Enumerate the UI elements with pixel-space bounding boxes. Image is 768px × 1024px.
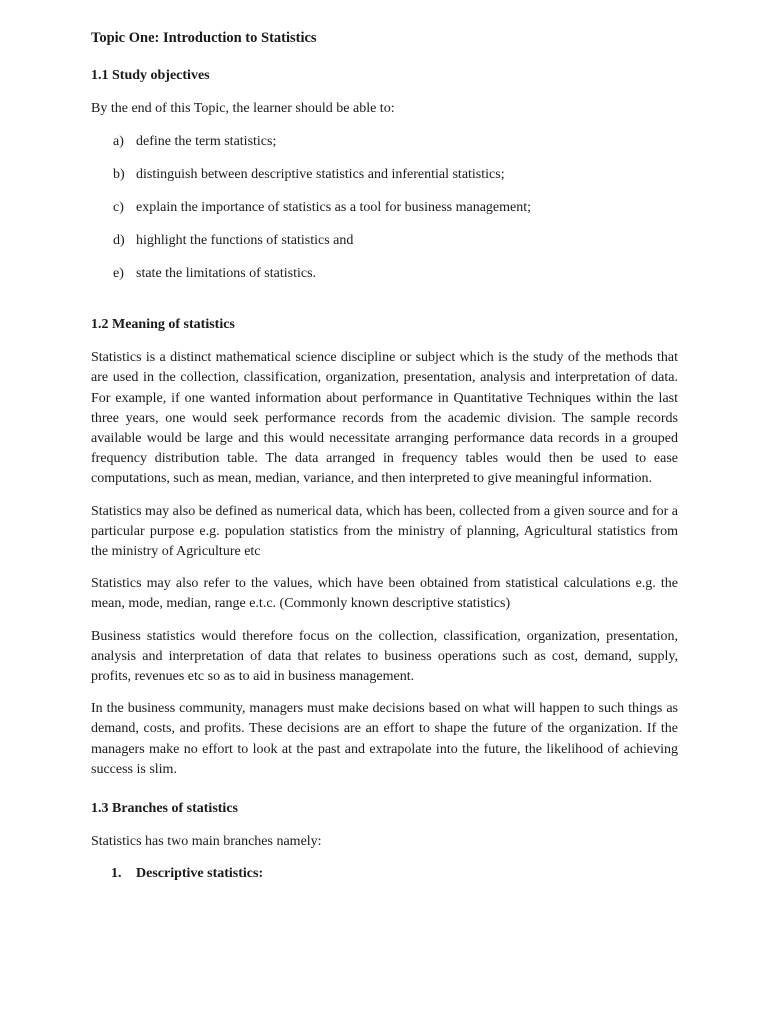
list-item-text: Descriptive statistics:: [136, 866, 264, 882]
list-marker: a): [113, 134, 124, 150]
list-item: [91, 198, 678, 231]
meaning-paragraph-3: Statistics may also refer to the values, which have been obtained from statistical calculations e.g. the mean, mode, median, range e.t.c. (Commonly known descriptive statistics): [91, 576, 678, 612]
list-item: [91, 165, 678, 198]
list-marker: b): [113, 167, 125, 183]
branches-intro: Statistics has two main branches namely:: [91, 834, 322, 850]
list-item: [91, 264, 678, 297]
list-item: [91, 132, 678, 165]
branches-list: [91, 864, 678, 884]
objectives-list: [91, 132, 678, 297]
meaning-paragraph-4: Business statistics would therefore focus on the collection, classification, organization, presentation, analysis and interpretation of data that relates to business operations such as cost, demand, supply, profits, revenues etc so as to aid in business management.: [91, 628, 678, 685]
meaning-heading: 1.2 Meaning of statistics: [91, 317, 235, 333]
list-item-text: state the limitations of statistics.: [136, 266, 317, 282]
document-page: [91, 27, 678, 884]
list-item-text: define the term statistics;: [136, 134, 277, 150]
meaning-paragraph-1: Statistics is a distinct mathematical science discipline or subject which is the study of the methods that are used in the collection, classification, organization, presentation, analysis and interpretation of data. For example, if one wanted information about performance in Quantitative Techniques within the last three years, one would seek performance records from the academic division. The sample records available would be large and this would necessitate arranging performance data records in a grouped frequency distribution table. The data arranged in frequency tables would then be used to ease computations, such as mean, median, variance, and then interpreted to give meaningful information.: [91, 350, 678, 487]
list-item-text: explain the importance of statistics as a tool for business management;: [136, 200, 532, 216]
list-item: [91, 231, 678, 264]
meaning-paragraph-5: In the business community, managers must make decisions based on what will happen to such things as demand, costs, and profits. These decisions are an effort to shape the future of the organization. If the managers make no effort to look at the past and extrapolate into the future, the likelihood of achieving success is slim.: [91, 701, 678, 777]
list-item-text: distinguish between descriptive statistics and inferential statistics;: [136, 167, 505, 183]
topic-title: Topic One: Introduction to Statistics: [91, 30, 317, 46]
list-marker: c): [113, 200, 124, 216]
objectives-heading: 1.1 Study objectives: [91, 68, 210, 83]
objectives-intro: By the end of this Topic, the learner should be able to:: [91, 101, 395, 116]
meaning-paragraph-2: Statistics may also be defined as numerical data, which has been, collected from a given source and for a particular purpose e.g. population statistics from the ministry of planning, Agricultural statistics from the ministry of Agriculture etc: [91, 503, 679, 560]
branches-heading: 1.3 Branches of statistics: [91, 801, 238, 817]
list-marker: 1.: [111, 866, 122, 882]
list-item-text: highlight the functions of statistics and: [136, 233, 354, 249]
list-item: [91, 864, 678, 884]
list-marker: d): [113, 233, 125, 249]
list-marker: e): [113, 266, 124, 282]
